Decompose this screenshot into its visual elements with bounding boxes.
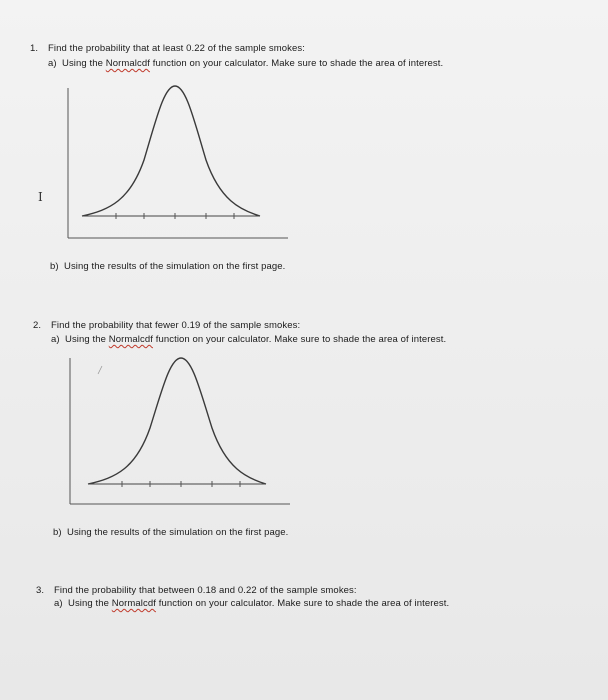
question-1-prompt: Find the probability that at least 0.22 of the sample smokes: [48, 43, 305, 54]
question-3-number: 3. [36, 585, 45, 596]
bell-curve-2 [88, 358, 266, 484]
part-a-text-before: Using the [62, 58, 106, 69]
part-a-text-before: Using the [68, 598, 112, 609]
normal-curve-plot-2 [62, 352, 302, 512]
question-2-part-a [51, 334, 446, 345]
part-b-label: b) [53, 527, 62, 538]
part-b-text: Using the results of the simulation on the first page. [67, 527, 289, 538]
question-2-number: 2. [33, 320, 42, 331]
normalcdf-term: Normalcdf [108, 334, 153, 345]
plot-2-stray-mark [98, 366, 102, 374]
part-b-text: Using the results of the simulation on the first page. [64, 261, 286, 272]
question-1-part-b [50, 261, 285, 272]
question-2-prompt: Find the probability that fewer 0.19 of the sample smokes: [51, 320, 301, 331]
part-a-label: a) [51, 334, 60, 345]
normalcdf-term: Normalcdf [105, 58, 150, 69]
part-a-label: a) [54, 598, 63, 609]
normal-curve-plot-1 [60, 80, 300, 245]
part-a-label: a) [48, 58, 57, 69]
text-cursor-icon: I [38, 190, 43, 204]
part-a-text-after: function on your calculator. Make sure to shade the area of interest. [149, 58, 444, 69]
question-1-number: 1. [30, 43, 39, 54]
part-a-text-after: function on your calculator. Make sure to shade the area of interest. [152, 334, 447, 345]
part-a-text-after: function on your calculator. Make sure to shade the area of interest. [155, 598, 450, 609]
part-a-text-before: Using the [65, 334, 109, 345]
question-1-part-a [48, 58, 443, 69]
question-2 [33, 320, 300, 331]
part-b-label: b) [50, 261, 59, 272]
question-1 [30, 43, 305, 54]
question-3-prompt: Find the probability that between 0.18 and 0.22 of the sample smokes: [54, 585, 357, 596]
normalcdf-term: Normalcdf [111, 598, 156, 609]
bell-curve-1 [82, 86, 260, 216]
question-3-part-a [54, 598, 449, 609]
question-2-part-b [53, 527, 288, 538]
question-3 [36, 585, 357, 596]
